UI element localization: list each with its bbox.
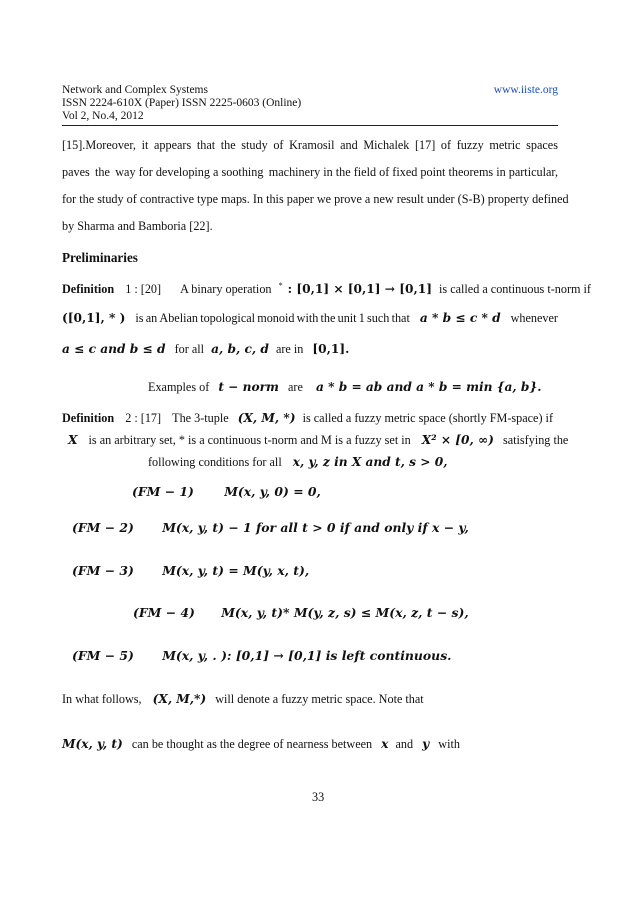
intro-line-1 xyxy=(62,138,558,153)
after-line-2 xyxy=(62,737,460,752)
definition-2-line-1 xyxy=(62,411,558,426)
condition-fm2-label: (FM − 2) xyxy=(72,520,134,535)
condition-fm2 xyxy=(72,520,469,535)
intro-line-1-word: of xyxy=(440,138,452,152)
definition-1-number: 1 : [20] xyxy=(125,282,162,297)
intro-line-1-word: it xyxy=(141,138,149,152)
condition-fm1-formula: M(x, y, 0) = 0, xyxy=(224,484,321,499)
intro-line-1-word: and xyxy=(340,138,358,152)
definition-1-whenever: whenever xyxy=(510,311,558,325)
condition-fm1-label: (FM − 1) xyxy=(132,484,194,499)
definition-2-text-c: is an arbitrary set, * is a continuous t-norm and M is a fuzzy set in xyxy=(88,433,411,447)
definition-1-line-2-word: is xyxy=(135,311,144,325)
condition-fm4-label: (FM − 4) xyxy=(133,605,195,620)
intro-line-1-word: [15].Moreover, xyxy=(62,138,136,152)
definition-1-text-a: A binary operation xyxy=(180,282,272,297)
examples-formulas: a * b = ab and a * b = min {a, b}. xyxy=(315,380,542,394)
definition-1-line-2-word: with xyxy=(296,311,319,325)
journal-name: Network and Complex Systems xyxy=(62,84,208,96)
intro-line-1-word: Michalek xyxy=(363,138,410,152)
definition-2-text-b: is called a fuzzy metric space (shortly FM-space) if xyxy=(302,411,553,425)
definition-1-monoid: ([0,1], * ) xyxy=(62,311,126,325)
intro-line-1-word: appears xyxy=(154,138,192,152)
intro-line-3: for the study of contractive type maps. In this paper we prove a new result under (S-B) property defined xyxy=(62,192,569,206)
condition-fm5-formula: M(x, y, . ): [0,1] → [0,1] is left continuous. xyxy=(162,648,452,663)
definition-1-line-2-word: the xyxy=(320,311,336,325)
definition-1-interval: [0,1]. xyxy=(312,342,350,356)
definition-1-star: * xyxy=(278,281,283,290)
definition-1-variables: a, b, c, d xyxy=(211,342,269,356)
page-number: 33 xyxy=(312,790,325,804)
examples-tnorm: t − norm xyxy=(218,380,279,394)
definition-1-line-2-word: that xyxy=(391,311,410,325)
condition-fm2-formula: M(x, y, t) − 1 for all t > 0 if and only if x − y, xyxy=(162,520,469,535)
after-membership: M(x, y, t) xyxy=(62,737,123,751)
condition-fm4 xyxy=(133,605,469,620)
definition-1-line-1 xyxy=(62,278,591,297)
header-rule xyxy=(62,125,558,126)
definition-1-line-2-word: topological xyxy=(200,311,256,325)
definition-2-set-x: X xyxy=(68,433,78,447)
definition-1-line-2 xyxy=(62,311,558,326)
intro-line-1-word: [17] xyxy=(414,138,436,152)
definition-1-line-2-word: such xyxy=(367,311,390,325)
definition-2-quantifiers: x, y, z in X and t, s > 0, xyxy=(292,455,448,469)
definition-2-domain: X² × [0, ∞) xyxy=(421,433,494,447)
definition-1-line-3 xyxy=(62,342,349,357)
condition-fm5 xyxy=(72,648,451,663)
intro-line-1-word: metric xyxy=(489,138,521,152)
intro-line-2-word: machinery in the field of fixed point theorems in particular, xyxy=(268,165,558,179)
intro-line-1-word: fuzzy xyxy=(456,138,484,152)
condition-fm1 xyxy=(132,484,321,499)
examples-are: are xyxy=(288,380,303,394)
after-tuple: (X, M,*) xyxy=(152,692,207,706)
after-var-y: y xyxy=(422,737,430,751)
definition-1-operation: : [0,1] × [0,1] → [0,1] xyxy=(287,282,432,297)
journal-issn: ISSN 2224-610X (Paper) ISSN 2225-0603 (Online) xyxy=(62,97,302,109)
definition-1-line-2-word: monoid xyxy=(257,311,295,325)
definition-1-label: Definition xyxy=(62,282,115,297)
intro-line-1-word: of xyxy=(273,138,284,152)
condition-fm3 xyxy=(72,563,309,578)
definition-1-for-all: for all xyxy=(174,342,205,356)
intro-line-2-word: the xyxy=(95,165,110,179)
intro-line-2 xyxy=(62,165,558,180)
after-text-a: In what follows, xyxy=(62,692,142,706)
definition-2-line-3 xyxy=(148,455,447,470)
definition-2-text-d: following conditions for all xyxy=(148,455,282,469)
after-text-b: will denote a fuzzy metric space. Note that xyxy=(215,692,424,706)
definition-2-tuple: (X, M, *) xyxy=(237,411,296,425)
definition-1-line-2-word: an xyxy=(145,311,158,325)
journal-volume: Vol 2, No.4, 2012 xyxy=(62,110,144,122)
intro-line-2-word: way for developing a soothing xyxy=(115,165,264,179)
definition-1-inequality: a * b ≤ c * d xyxy=(419,311,501,325)
intro-line-2-word: paves xyxy=(62,165,90,179)
after-text-c: can be thought as the degree of nearness between xyxy=(131,737,373,751)
definition-1-line-2-word: 1 xyxy=(358,311,365,325)
definition-1-text-b: is called a continuous t-norm if xyxy=(439,282,591,297)
section-title: Preliminaries xyxy=(62,250,138,265)
journal-website-link[interactable]: www.iiste.org xyxy=(493,84,558,96)
definition-2-number: 2 : [17] xyxy=(125,411,162,425)
definition-1-line-2-word: Abelian xyxy=(159,311,198,325)
definition-2-text-a: The 3-tuple xyxy=(172,411,229,425)
intro-line-1-word: that xyxy=(196,138,216,152)
definition-2-satisfying: satisfying the xyxy=(503,433,569,447)
condition-fm5-label: (FM − 5) xyxy=(72,648,134,663)
intro-line-4: by Sharma and Bamboria [22]. xyxy=(62,219,213,233)
condition-fm3-label: (FM − 3) xyxy=(72,563,134,578)
intro-line-1-word: spaces xyxy=(526,138,558,152)
examples-line xyxy=(148,380,542,395)
definition-1-condition: a ≤ c and b ≤ d xyxy=(62,342,166,356)
after-and: and xyxy=(395,737,414,751)
definition-1-are-in: are in xyxy=(275,342,304,356)
after-var-x: x xyxy=(381,737,389,751)
condition-fm4-formula: M(x, y, t)* M(y, z, s) ≤ M(x, z, t − s), xyxy=(221,605,469,620)
definition-2-label: Definition xyxy=(62,411,115,425)
intro-line-1-word: study xyxy=(241,138,268,152)
intro-line-1-word: Kramosil xyxy=(289,138,335,152)
after-line-1 xyxy=(62,692,424,707)
condition-fm3-formula: M(x, y, t) = M(y, x, t), xyxy=(162,563,310,578)
after-with: with xyxy=(438,737,460,751)
definition-2-line-2 xyxy=(68,433,568,448)
definition-1-line-2-word: unit xyxy=(337,311,357,325)
intro-line-1-word: the xyxy=(220,138,236,152)
examples-label: Examples of xyxy=(148,380,210,394)
